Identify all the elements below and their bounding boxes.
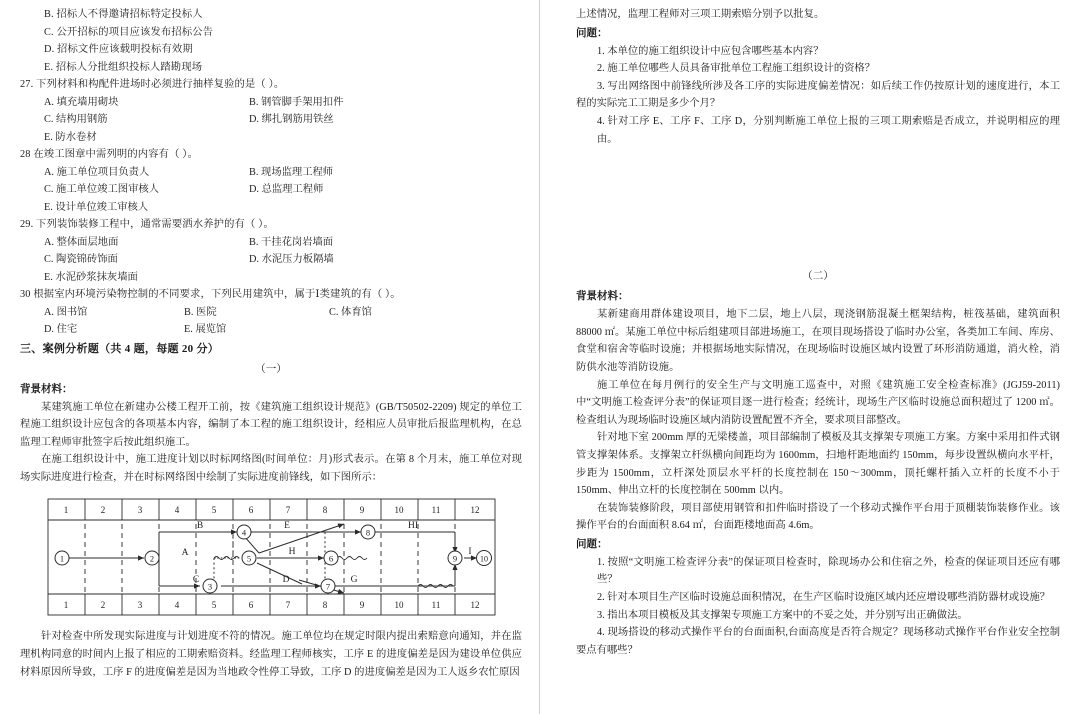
q27-options-row-3 [20,129,522,147]
activity-label-HI: HI [407,521,418,532]
network-nodes [55,525,492,593]
case-one-label: （一） [255,363,287,375]
svg-text:9: 9 [452,553,457,564]
q26-option-c: C. 公开招标的项目应该发布招标公告 [44,26,214,38]
q27-option-b: B. 钢管脚手架用扣件 [249,96,344,108]
q28-options-row-2 [20,181,522,199]
case-one-continuation: 上述情况，监理工程师对三项工期索赔分别予以批复。 [576,9,825,20]
time-scale-labels-top [63,505,479,515]
q30-options-row-2 [20,321,522,339]
q30-option-e: E. 展览馆 [184,324,227,335]
q30-stem: 30 根据室内环境污染物控制的不同要求，下列民用建筑中，属于Ⅰ类建筑的有（ ）。 [20,289,401,300]
right-column [540,0,1080,714]
q29-stem: 29. 下列装饰装修工程中，通常需要洒水养护的有（ ）。 [20,219,274,230]
svg-text:4: 4 [174,505,179,516]
q30-option-b: B. 医院 [184,306,217,318]
activity-label-I: I [467,547,472,558]
svg-text:5: 5 [246,553,251,564]
q26-option-d: D. 招标文件应该载明投标有效期 [44,44,193,55]
svg-text:7: 7 [285,505,290,516]
svg-text:1: 1 [63,600,68,611]
activity-label-D: D [282,575,289,586]
svg-text:11: 11 [431,505,440,516]
activity-arrows [69,524,477,593]
network-diagram-figure [20,496,522,618]
q30-options-row-1 [20,304,522,322]
case-two-question-3: 3. 指出本项目模板及其支撑架专项施工方案中的不妥之处，并分别写出正确做法。 [597,609,968,621]
case-two-questions-label: 问题： [576,538,608,550]
case-one-paragraph-2: 在施工组织设计中，施工进度计划以时标网络图(时间单位：月)形式表示。在第 8 个月末，施工单位对现场实际进度进行检查，并在时标网络图中绘制了实际进度前锋线，如下图所示： [20,454,522,483]
q27-option-c: C. 结构用钢筋 [44,114,108,125]
svg-text:4: 4 [174,600,179,611]
svg-text:1: 1 [63,505,68,516]
svg-text:2: 2 [100,600,105,611]
case-two-label: （二） [802,271,834,283]
q27-options-row-1 [20,94,522,112]
q29-option-b: B. 干挂花岗岩墙面 [249,236,334,248]
activity-label-G: G [350,575,357,586]
q26-option-e: E. 招标人分批组织投标人踏勘现场 [44,61,203,73]
q29-option-e: E. 水泥砂浆抹灰墙面 [44,271,138,283]
svg-text:10: 10 [394,505,403,516]
q27-options-row-2 [20,111,522,129]
q30-option-d: D. 住宅 [44,324,78,335]
svg-text:8: 8 [365,527,370,538]
q28-option-d: D. 总监理工程师 [249,184,324,195]
svg-text:9: 9 [359,505,364,516]
svg-text:9: 9 [359,600,364,611]
time-scale-labels-bottom [63,600,479,610]
svg-text:7: 7 [325,581,330,592]
svg-text:10: 10 [394,600,403,611]
svg-text:3: 3 [137,505,142,516]
svg-text:2: 2 [149,553,154,564]
svg-text:1: 1 [59,553,64,564]
q28-option-a: A. 施工单位项目负责人 [44,166,150,178]
svg-text:3: 3 [207,581,212,592]
case-two-question-2: 2. 针对本项目生产区临时设施总面积情况，在生产区临时设施区域内还应增设哪些消防器材或设施？ [597,592,1051,604]
svg-text:10: 10 [479,554,488,564]
q29-options-row-3 [20,269,522,287]
case-two-paragraph-4: 在装饰装修阶段，项目部使用钢管和扣件临时搭设了一个移动式操作平台用于顶棚装饰装修作业。该操作平台的台面面积 8.64 ㎡，台面距楼地面高 4.6m。 [576,502,1060,532]
svg-text:5: 5 [211,600,216,611]
q28-option-b: B. 现场监理工程师 [249,166,334,178]
case-one-question-4: 4. 针对工序 E、工序 F、工序 D，分别判断施工单位上报的三项工期索赔是否成立，并说明相应的理由。 [597,115,1060,145]
q30-option-c: C. 体育馆 [329,306,372,318]
q28-option-e: E. 设计单位竣工审核人 [44,201,149,213]
activity-label-E: E [283,521,290,532]
q29-option-d: D. 水泥压力板隔墙 [249,254,334,265]
svg-text:6: 6 [248,505,253,516]
activity-label-C: C [192,575,199,586]
q29-option-a: A. 整体面层地面 [44,236,119,248]
q26-option-b: B. 招标人不得邀请招标特定投标人 [44,9,203,20]
svg-text:4: 4 [241,527,246,538]
q27-option-e: E. 防水卷材 [44,131,97,143]
svg-text:6: 6 [248,600,253,611]
activity-label-A: A [181,548,188,559]
activity-label-B: B [196,521,203,532]
svg-text:3: 3 [137,600,142,611]
q28-option-c: C. 施工单位竣工图审核人 [44,184,159,195]
case-two-background-label: 背景材料： [576,291,629,303]
svg-text:8: 8 [322,600,327,611]
case-two-question-1: 1. 按照“文明施工检查评分表”的保证项目检查时，除现场办公和住宿之外，检查的保证项目还应有哪些？ [597,556,1060,586]
q28-stem: 28 在竣工图章中需列明的内容有（ ）。 [20,149,199,160]
svg-text:12: 12 [470,505,479,516]
svg-text:12: 12 [470,600,479,611]
svg-text:2: 2 [100,505,105,516]
time-scaled-network-diagram [44,496,499,618]
q27-stem: 27. 下列材料和构配件进场时必须进行抽样复验的是（ ）。 [20,79,285,90]
q27-option-a: A. 填充墙用砌块 [44,96,119,108]
svg-text:6: 6 [328,553,333,564]
case-two-paragraph-2: 施工单位在每月例行的安全生产与文明施工巡查中，对照《建筑施工安全检查标准》(JGJ59-2011)中“文明施工检查评分表”的保证项目逐一进行检查；经统计，现场生产区临时设施总面积超过了 1200 ㎡。检查组认为现场临时设施区域内消防设置配置不齐全，要求项目部整改。 [576,379,1060,426]
q30-option-a: A. 图书馆 [44,306,88,318]
case-one-question-1: 1. 本单位的施工组织设计中应包含哪些基本内容？ [597,45,824,57]
case-two-paragraph-3: 针对地下室 200mm 厚的无梁楼盖，项目部编制了模板及其支撑架专项施工方案。方案中采用扣件式钢管支撑架体系。支撑架立杆纵横向间距均为 1600mm，扫地杆距地面约 150mm，每步设置纵横向水平杆，步距为 1500mm，立杆深处顶层水平杆的长度控制在 150～300mm，顶托螺杆插入立杆的长度不小于 150mm、伸出立杆的长度控制在 500mm 以内。 [576,432,1060,497]
q29-option-c: C. 陶瓷锦砖饰面 [44,254,118,265]
q28-options-row-3 [20,199,522,217]
case-one-paragraph-1: 某建筑施工单位在新建办公楼工程开工前，按《建筑施工组织设计规范》(GB/T50502-2209) 规定的单位工程施工组织设计应包含的各项基本内容，编制了本工程的施工组织设计，经相应人员审批后报监理机构，在总监理工程师审批签字后按此组织施工。 [20,401,522,448]
case-one-question-2: 2. 施工单位哪些人员具备审批单位工程施工组织设计的资格？ [597,63,876,75]
case-one-question-3: 3. 写出网络图中前锋线所涉及各工序的实际进度偏差情况：如后续工作仍按原计划的速度进行，本工程的实际完工工期是多少个月？ [576,80,1060,110]
q29-options-row-2 [20,251,522,269]
q29-options-row-1 [20,234,522,252]
q28-options-row-1 [20,164,522,182]
svg-text:7: 7 [285,600,290,611]
case-two-paragraph-1: 某新建商用群体建设项目，地下二层，地上八层，现浇钢筋混凝土框架结构，桩筏基础，建筑面积 88000 ㎡。某施工单位中标后组建项目部进场施工，在项目现场搭设了临时办公室，各类加工车间、库房、食堂和宿舍等临时设施；并根据场地实际情况，在现场临时设施区域内设置了环形消防通道，消火栓，消防供水池等消防设施。 [576,309,1060,373]
svg-text:8: 8 [322,505,327,516]
svg-text:11: 11 [431,600,440,611]
time-scale-gridlines [85,499,455,615]
case-one-paragraph-after-figure: 针对检查中所发现实际进度与计划进度不符的情况。施工单位均在规定时限内提出索赔意向通知，并在监理机构同意的时间内上报了相应的工期索赔资料。经监理工程师核实，工序 E 的进度偏差是因为建设单位供应材料原因所导致，工序 F 的进度偏差是因为当地政令性停工导致，工序 D 的进度偏差是因为工人返乡农忙原因 [20,631,522,678]
case-one-background-label: 背景材料： [20,383,73,395]
case-one-questions-label: 问题： [576,27,608,39]
section-three-title: 三、案例分析题（共 4 题，每题 20 分） [20,342,220,355]
svg-text:5: 5 [211,505,216,516]
case-two-question-4: 4. 现场搭设的移动式操作平台的台面面积,台面高度是否符合规定？现场移动式操作平台作业安全控制要点有哪些？ [576,627,1060,656]
activity-label-H: H [288,547,295,558]
q27-option-d: D. 绑扎钢筋用铁丝 [249,114,334,125]
